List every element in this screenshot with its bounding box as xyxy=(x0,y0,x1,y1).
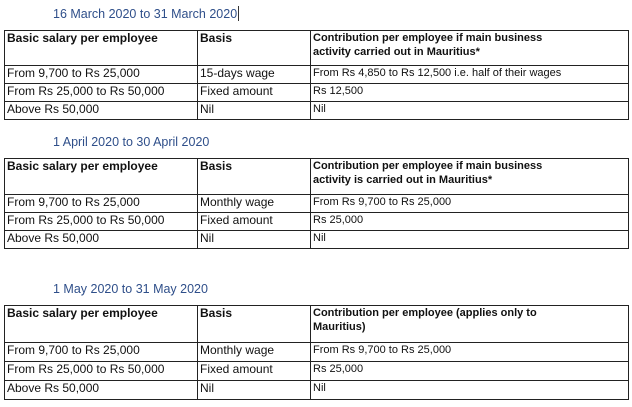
cell-salary: From Rs 25,000 to Rs 50,000 xyxy=(5,84,198,102)
cell-contribution: Rs 25,000 xyxy=(311,213,629,231)
table-header-row xyxy=(5,31,629,66)
cell-salary: From Rs 25,000 to Rs 50,000 xyxy=(5,362,198,381)
table-row xyxy=(5,84,629,102)
cell-contribution: Nil xyxy=(311,381,629,400)
cell-basis: Fixed amount xyxy=(198,362,311,381)
cell-salary: From 9,700 to Rs 25,000 xyxy=(5,343,198,362)
cell-basis: Nil xyxy=(198,381,311,400)
table-row xyxy=(5,213,629,231)
cell-basis: Nil xyxy=(198,102,311,120)
cell-basis: Fixed amount xyxy=(198,213,311,231)
cell-contribution: Rs 12,500 xyxy=(311,84,629,102)
cell-basis: Fixed amount xyxy=(198,84,311,102)
cell-salary: Above Rs 50,000 xyxy=(5,381,198,400)
table-row xyxy=(5,195,629,213)
cell-basis: 15-days wage xyxy=(198,66,311,84)
cell-salary: From Rs 25,000 to Rs 50,000 xyxy=(5,213,198,231)
cell-contribution: Nil xyxy=(311,231,629,249)
table-row xyxy=(5,362,629,381)
header-salary: Basic salary per employee xyxy=(5,159,198,195)
cell-contribution: From Rs 4,850 to Rs 12,500 i.e. half of their wages xyxy=(311,66,629,84)
cell-contribution: Nil xyxy=(311,102,629,120)
table-header-row xyxy=(5,159,629,195)
header-contribution: Contribution per employee if main business activity carried out in Mauritius* xyxy=(311,31,629,66)
table-row xyxy=(5,231,629,249)
table-row xyxy=(5,343,629,362)
header-salary: Basic salary per employee xyxy=(5,31,198,66)
cell-contribution: Rs 25,000 xyxy=(311,362,629,381)
table-row xyxy=(5,102,629,120)
text-cursor xyxy=(238,6,239,21)
cell-basis: Nil xyxy=(198,231,311,249)
header-basis: Basis xyxy=(198,306,311,343)
contribution-table-may xyxy=(4,305,629,400)
cell-salary: Above Rs 50,000 xyxy=(5,102,198,120)
table-header-row xyxy=(5,306,629,343)
period-heading-march: 16 March 2020 to 31 March 2020 xyxy=(53,7,238,21)
cell-basis: Monthly wage xyxy=(198,195,311,213)
header-basis: Basis xyxy=(198,31,311,66)
cell-contribution: From Rs 9,700 to Rs 25,000 xyxy=(311,343,629,362)
header-salary: Basic salary per employee xyxy=(5,306,198,343)
contribution-table-april xyxy=(4,158,629,249)
period-heading-may: 1 May 2020 to 31 May 2020 xyxy=(53,282,208,296)
cell-salary: Above Rs 50,000 xyxy=(5,231,198,249)
table-row xyxy=(5,66,629,84)
table-row xyxy=(5,381,629,400)
period-heading-april: 1 April 2020 to 30 April 2020 xyxy=(53,135,210,149)
contribution-table-march xyxy=(4,30,629,120)
cell-contribution: From Rs 9,700 to Rs 25,000 xyxy=(311,195,629,213)
cell-salary: From 9,700 to Rs 25,000 xyxy=(5,195,198,213)
cell-basis: Monthly wage xyxy=(198,343,311,362)
header-contribution: Contribution per employee if main business activity is carried out in Mauritius* xyxy=(311,159,629,195)
header-contribution: Contribution per employee (applies only to Mauritius) xyxy=(311,306,629,343)
cell-salary: From 9,700 to Rs 25,000 xyxy=(5,66,198,84)
header-basis: Basis xyxy=(198,159,311,195)
